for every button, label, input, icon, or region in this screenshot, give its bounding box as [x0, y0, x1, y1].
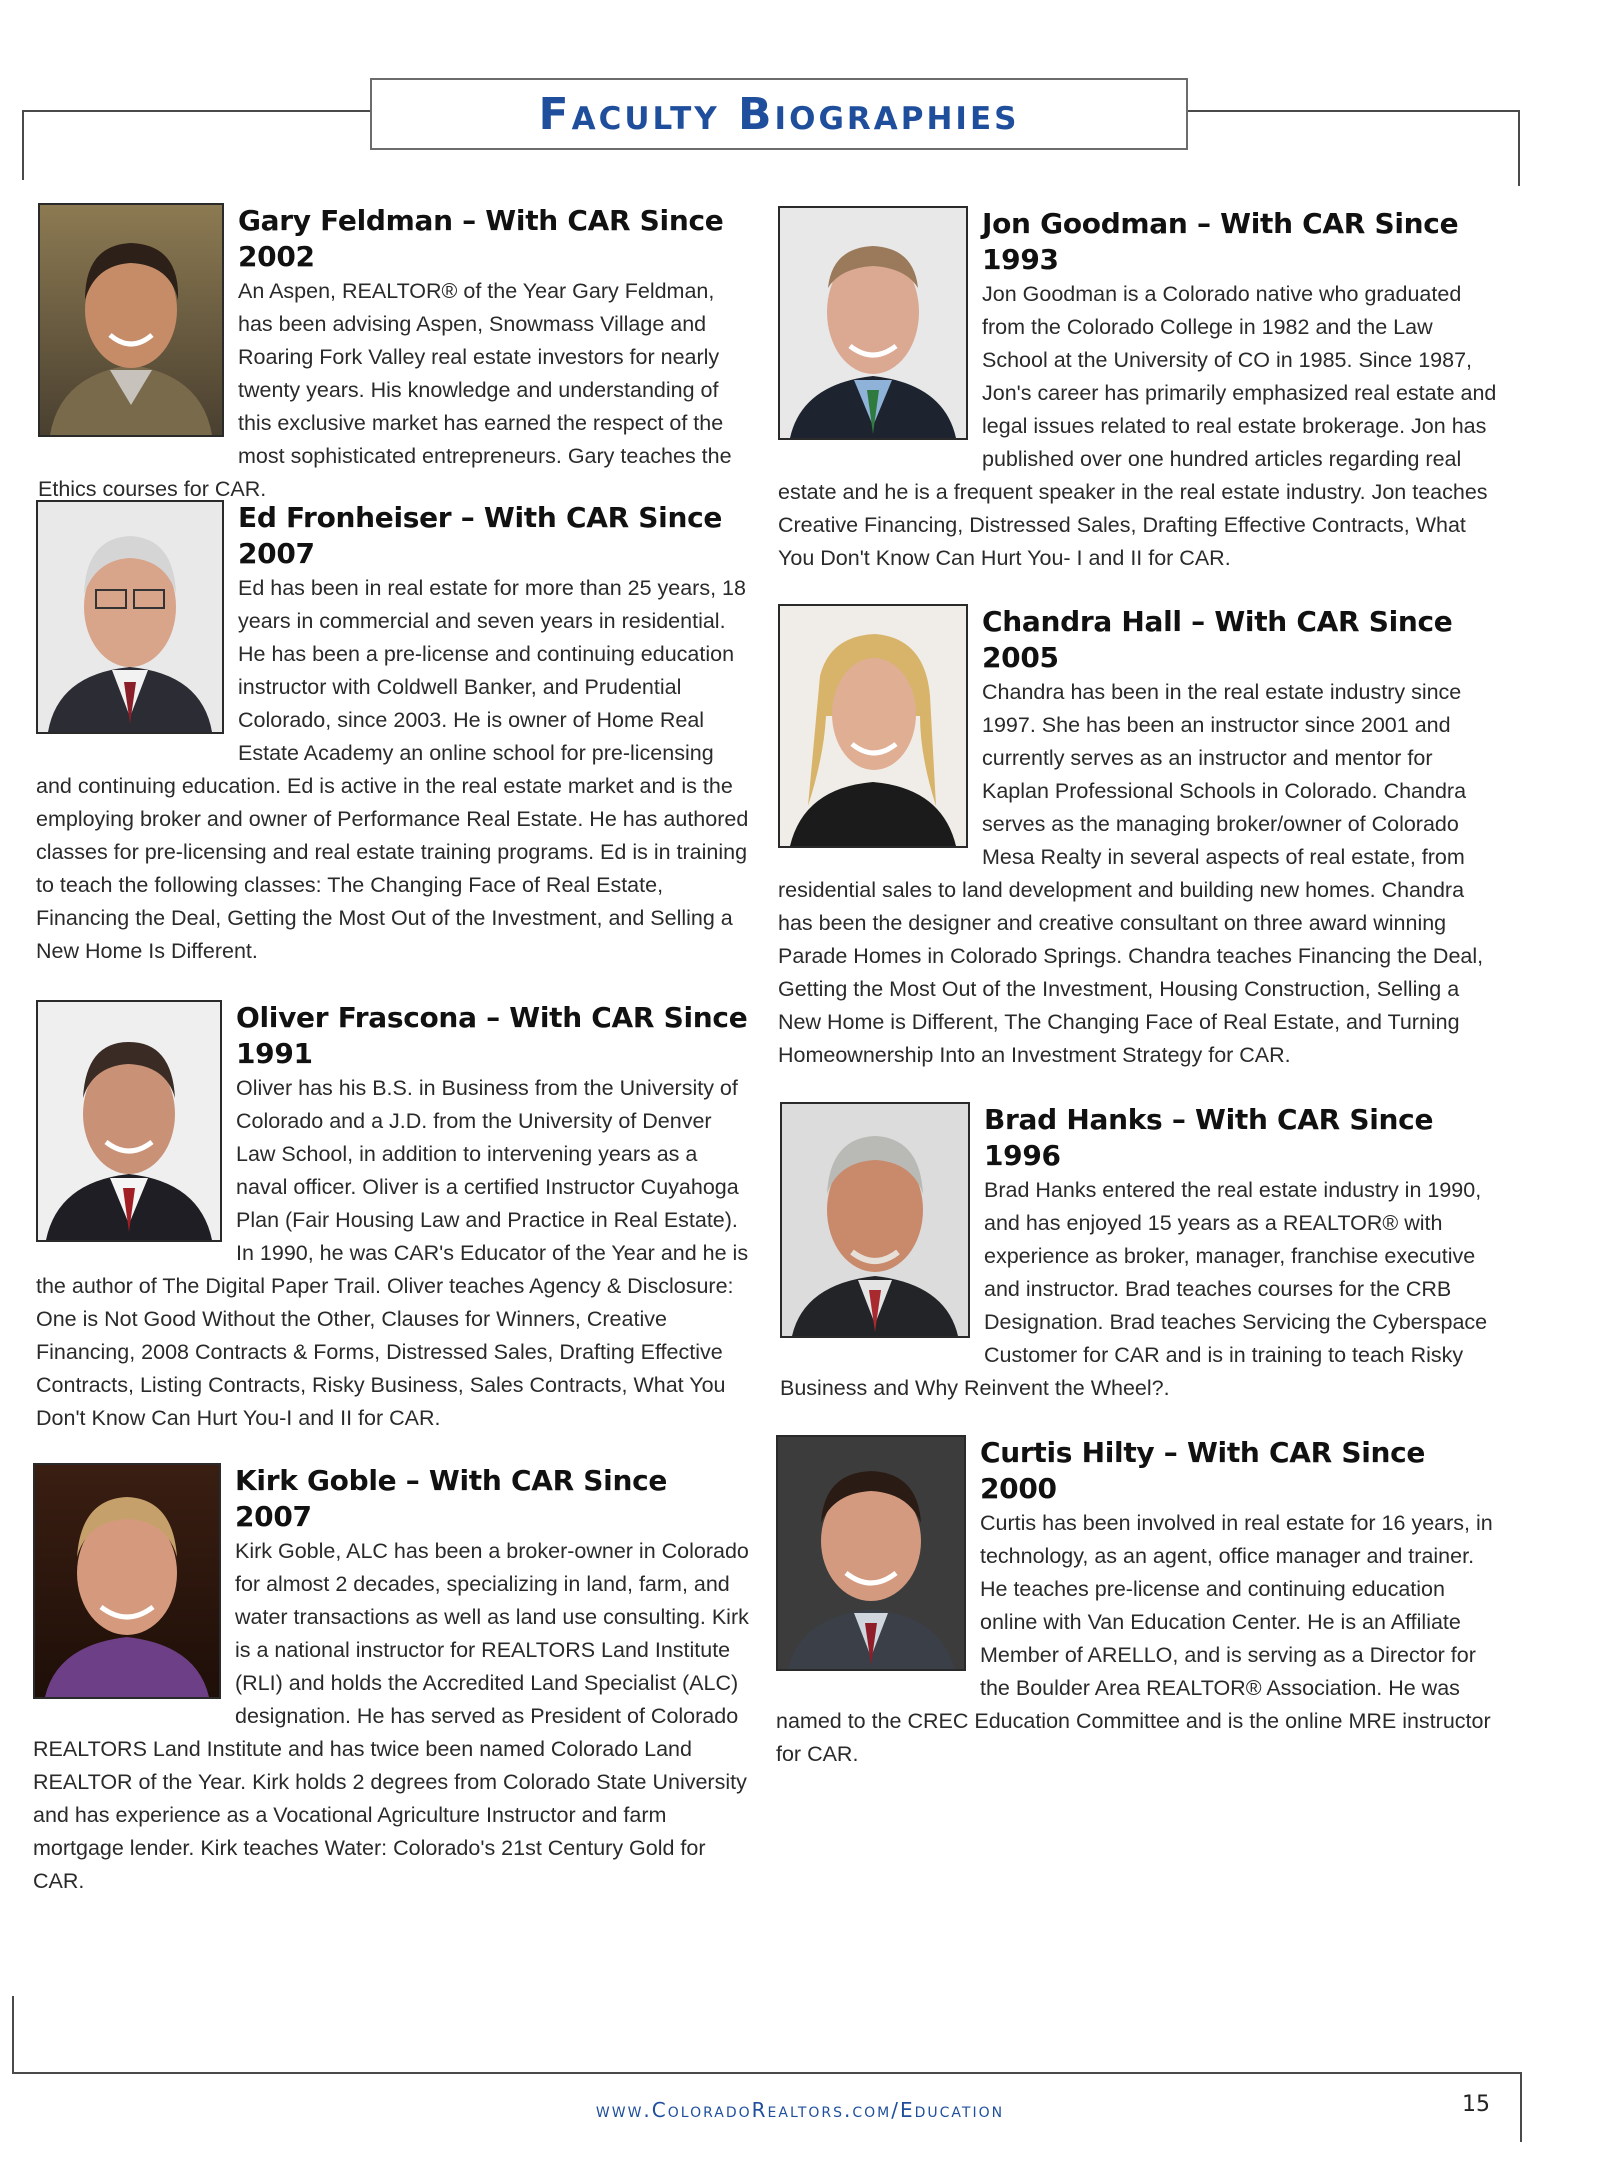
page-title-box [370, 78, 1188, 150]
portrait-image-icon [778, 1437, 964, 1669]
bio-name: Chandra Hall – With CAR Since 2005 [982, 605, 1453, 674]
bio-name: Jon Goodman – With CAR Since 1993 [982, 207, 1459, 276]
header-rule-right-drop [1518, 110, 1520, 186]
portrait-image-icon [38, 1002, 220, 1240]
header-rule-right [1184, 110, 1520, 112]
bio-chandra-hall [778, 604, 1502, 1072]
footer-rule-left-rise [12, 1996, 14, 2072]
portrait-photo [778, 604, 968, 848]
header-rule-left-drop [22, 110, 24, 180]
portrait-image-icon [38, 502, 222, 732]
portrait-image-icon [782, 1104, 968, 1336]
portrait-image-icon [35, 1465, 219, 1697]
bio-text: Brad Hanks entered the real estate industry in 1990, and has enjoyed 15 years as a REALTOR® with experience as broker, manager, franchise executive and instructor. Brad teaches courses for the CRB Designation. Brad teaches Servicing the Cyberspace Customer for CAR and is in training to teach Risky Business and Why Reinvent the Wheel?. [780, 1178, 1488, 1400]
bio-name: Curtis Hilty – With CAR Since 2000 [980, 1436, 1426, 1505]
bio-oliver-frascona [36, 1000, 752, 1435]
page-number: 15 [1462, 2092, 1490, 2117]
bio-name: Gary Feldman – With CAR Since 2002 [238, 204, 724, 273]
page-title: Faculty Biographies [538, 88, 1020, 140]
bio-gary-feldman [38, 203, 750, 506]
bio-kirk-goble [33, 1463, 752, 1898]
portrait-photo [776, 1435, 966, 1671]
bio-text: Jon Goodman is a Colorado native who graduated from the Colorado College in 1982 and the Law School at the University of CO in 1985. Since 1987, Jon's career has primarily emphasized real estate and legal issues related to real estate brokerage. Jon has published over one hundred articles regarding real estate and he is a frequent speaker in the real estate industry. Jon teaches Creative Financing, Distressed Sales, Drafting Effective Contracts, What You Don't Know Can Hurt You- I and II for CAR. [778, 282, 1497, 570]
bio-name: Ed Fronheiser – With CAR Since 2007 [238, 501, 723, 570]
bio-name: Kirk Goble – With CAR Since 2007 [235, 1464, 668, 1533]
footer-url-link[interactable]: www.ColoradoRealtors.com/Education [595, 2098, 1005, 2122]
portrait-photo [33, 1463, 221, 1699]
portrait-photo [38, 203, 224, 437]
bio-text: Kirk Goble, ALC has been a broker-owner in Colorado for almost 2 decades, specializing in land, farm, and water transactions as well as land use consulting. Kirk is a national instructor for REALTORS Land Institute (RLI) and holds the Accredited Land Specialist (ALC) designation. He has served as President of Colorado REALTORS Land Institute and has twice been named Colorado Land REALTOR of the Year. Kirk holds 2 degrees from Colorado State University and has experience as a Vocational Agriculture Instructor and farm mortgage lender. Kirk teaches Water: Colorado's 21st Century Gold for CAR. [33, 1539, 749, 1893]
portrait-image-icon [40, 205, 222, 435]
portrait-photo [36, 1000, 222, 1242]
bio-name: Brad Hanks – With CAR Since 1996 [984, 1103, 1434, 1172]
portrait-photo [780, 1102, 970, 1338]
portrait-image-icon [780, 208, 966, 438]
portrait-image-icon [780, 606, 966, 846]
bio-name: Oliver Frascona – With CAR Since 1991 [236, 1001, 748, 1070]
portrait-photo [778, 206, 968, 440]
portrait-photo [36, 500, 224, 734]
bio-ed-fronheiser [36, 500, 752, 968]
footer-rule [12, 2072, 1522, 2074]
bio-curtis-hilty [776, 1435, 1502, 1771]
bio-text: Ed has been in real estate for more than 25 years, 18 years in commercial and seven years in residential. He has been a pre-license and continuing education instructor with Coldwell Banker, and Prudential Colorado, since 2003. He is owner of Home Real Estate Academy an online school for pre-licensing and continuing education. Ed is active in the real estate market and is the employing broker and owner of Performance Real Estate. He has authored classes for pre-licensing and real estate training programs. Ed is in training to teach the following classes: The Changing Face of Real Estate, Financing the Deal, Getting the Most Out of the Investment, and Selling a New Home Is Different. [36, 576, 749, 963]
bio-text: Chandra has been in the real estate industry since 1997. She has been an instructor since 2001 and currently serves as an instructor and mentor for Kaplan Professional Schools in Colorado. Chandra serves as the managing broker/owner of Colorado Mesa Realty in several aspects of real estate, from residential sales to land development and building new homes. Chandra has been the designer and creative consultant on three award winning Parade Homes in Colorado Springs. Chandra teaches Financing the Deal, Getting the Most Out of the Investment, Housing Construction, Selling a New Home is Different, The Changing Face of Real Estate, and Turning Homeownership Into an Investment Strategy for CAR. [778, 680, 1484, 1067]
bio-text: Oliver has his B.S. in Business from the University of Colorado and a J.D. from the University of Denver Law School, in addition to intervening years as a naval officer. Oliver is a certified Instructor Cuyahoga Plan (Fair Housing Law and Practice in Real Estate). In 1990, he was CAR's Educator of the Year and he is the author of The Digital Paper Trail. Oliver teaches Agency & Disclosure: One is Not Good Without the Other, Clauses for Winners, Creative Financing, 2008 Contracts & Forms, Distressed Sales, Drafting Effective Contracts, Listing Contracts, Risky Business, Sales Contracts, What You Don't Know Can Hurt You-I and II for CAR. [36, 1076, 749, 1430]
bio-jon-goodman [778, 206, 1502, 575]
bio-text: An Aspen, REALTOR® of the Year Gary Feldman, has been advising Aspen, Snowmass Village and Roaring Fork Valley real estate investors for nearly twenty years. His knowledge and understanding of this exclusive market has earned the respect of the most sophisticated entrepreneurs. Gary teaches the Ethics courses for CAR. [38, 279, 732, 501]
bio-text: Curtis has been involved in real estate for 16 years, in technology, as an agent, office manager and trainer. He teaches pre-license and continuing education online with Van Education Center. He is an Affiliate Member of ARELLO, and is serving as a Director for the Boulder Area REALTOR® Association. He was named to the CREC Education Committee and is the online MRE instructor for CAR. [776, 1511, 1493, 1766]
header-rule-left [22, 110, 372, 112]
bio-brad-hanks [780, 1102, 1502, 1405]
